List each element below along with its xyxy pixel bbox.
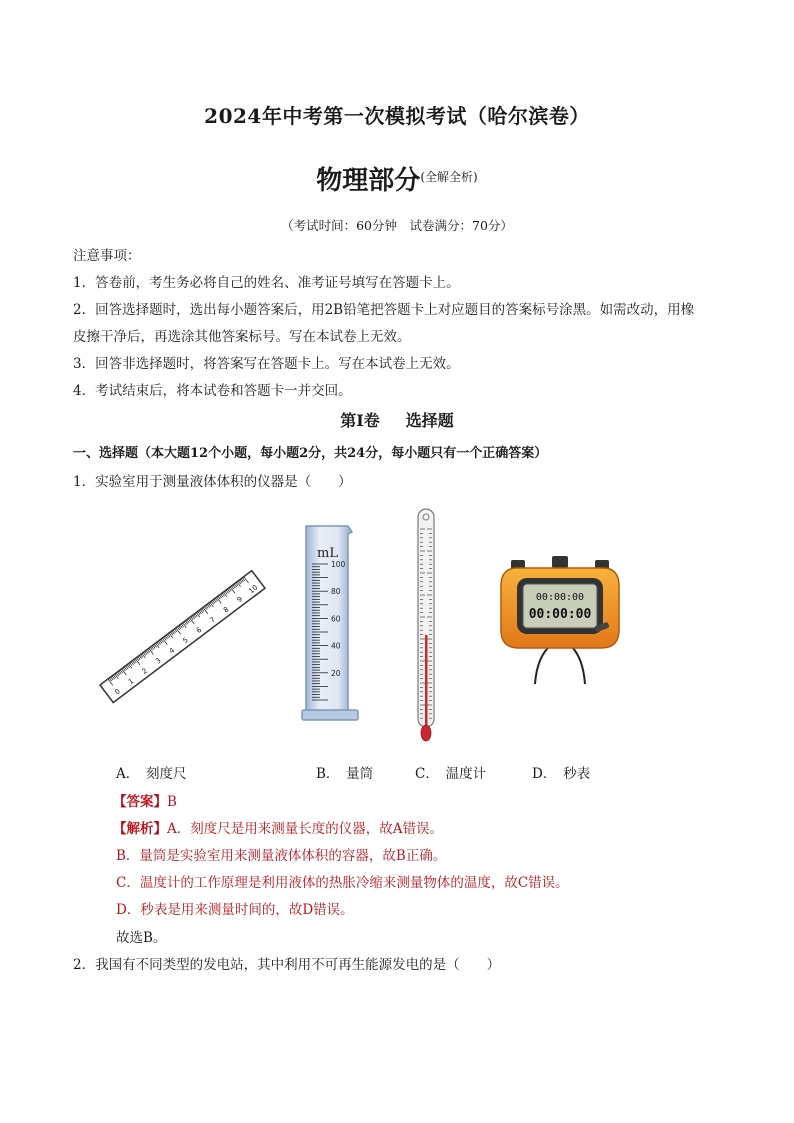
ruler-number: 6 (194, 625, 204, 635)
ruler (100, 571, 265, 703)
analysis-b: B．量筒是实验室用来测量液体体积的容器，故B正确。 (116, 848, 447, 864)
section-name: 选择题 (405, 411, 454, 430)
question-2-stem: 2．我国有不同类型的发电站，其中利用不可再生能源发电的是（ ） (73, 957, 501, 973)
ruler-number: 7 (208, 615, 217, 625)
ruler-number: 8 (222, 605, 231, 615)
cylinder-mark: 80 (331, 587, 341, 597)
option-b: B． 量筒 (316, 766, 374, 782)
option-d: D． 秒表 (532, 766, 591, 782)
section-heading (0, 408, 794, 431)
answer-value: B (167, 794, 177, 810)
subject-note: (全解全析) (420, 170, 478, 184)
page-title: 2024年中考第一次模拟考试（哈尔滨卷） (204, 104, 590, 128)
analysis-line-1 (113, 817, 443, 837)
thermometer-figure (412, 505, 440, 743)
cylinder-mark: 60 (331, 614, 341, 624)
answer-line (113, 790, 177, 810)
note-item-2-cont: 皮擦干净后，再选涂其他答案标号。写在本试卷上无效。 (73, 329, 411, 345)
cylinder-mark: 100 (331, 560, 346, 569)
section-part: 第Ⅰ卷 (340, 411, 380, 430)
answer-label: 【答案】 (113, 794, 167, 810)
section-instruction: 一、选择题（本大题12个小题，每小题2分，共24分，每小题只有一个正确答案） (73, 446, 548, 461)
option-c: C． 温度计 (415, 766, 487, 782)
analysis-a: A．刻度尺是用来测量长度的仪器，故A错误。 (167, 821, 443, 837)
analysis-c: C．温度计的工作原理是利用液体的热胀冷缩来测量物体的温度，故C错误。 (116, 875, 569, 891)
stopwatch-top-readout: 00:00:00 (535, 592, 585, 603)
cylinder-mark: 40 (331, 641, 341, 651)
exam-time-info: （考试时间：60分钟 试卷满分：70分） (281, 218, 513, 233)
ruler-number: 9 (235, 595, 244, 605)
cylinder-mark: 20 (331, 668, 341, 678)
conclusion: 故选B。 (116, 930, 167, 946)
note-item-3: 3．回答非选择题时，将答案写在答题卡上。写在本试卷上无效。 (73, 356, 460, 372)
ruler-number: 10 (247, 583, 260, 596)
ruler-number: 4 (167, 646, 177, 656)
analysis-d: D．秒表是用来测量时间的，故D错误。 (116, 902, 354, 918)
notes-heading: 注意事项： (73, 248, 141, 264)
stopwatch-main-readout: 00:00:00 (528, 607, 592, 622)
question-1-stem: 1．实验室用于测量液体体积的仪器是（ ） (73, 474, 352, 490)
subject-heading (0, 160, 794, 197)
ruler-number: 1 (127, 676, 136, 687)
stopwatch-figure (497, 556, 623, 686)
option-a: A． 刻度尺 (116, 766, 187, 782)
ruler-number: 5 (181, 636, 190, 646)
cylinder-unit: mL (317, 546, 338, 561)
ruler-number: 2 (140, 666, 149, 676)
note-item-1: 1．答卷前，考生务必将自己的姓名、准考证号填写在答题卡上。 (73, 275, 460, 291)
ruler-figure (92, 545, 260, 705)
ruler-number: 0 (113, 687, 122, 697)
analysis-label: 【解析】 (113, 821, 167, 837)
graduated-cylinder-figure (298, 522, 364, 727)
subject-title: 物理部分 (316, 166, 421, 196)
note-item-2: 2．回答选择题时，选出每小题答案后，用2B铅笔把答题卡上对应题目的答案标号涂黑。如需改动，用橡 (73, 302, 695, 318)
ruler-number: 3 (154, 656, 163, 666)
note-item-4: 4．考试结束后，将本试卷和答题卡一并交回。 (73, 383, 352, 399)
